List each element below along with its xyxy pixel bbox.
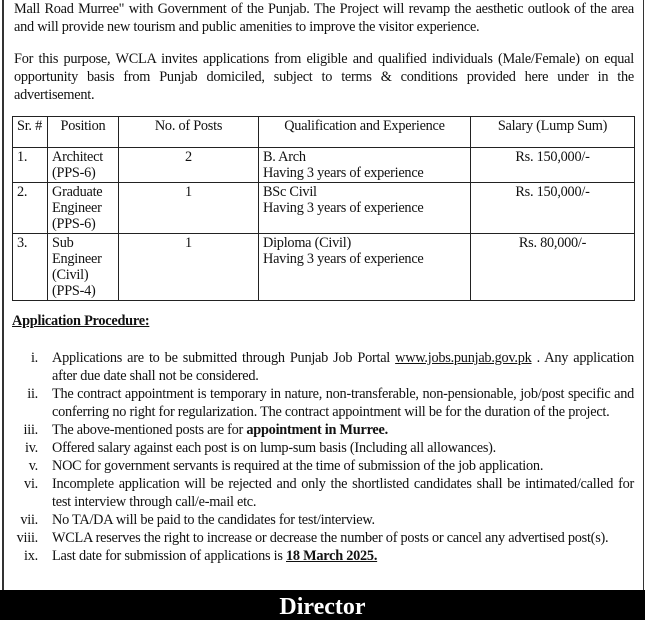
item-text: No TA/DA will be paid to the candidates for test/interview. <box>52 512 375 528</box>
cell-posts: 1 <box>119 183 259 234</box>
item-text: WCLA reserves the right to increase or decrease the number of posts or cancel any advertised post(s). <box>52 530 609 546</box>
item-emphasis: appointment in Murree. <box>246 422 388 438</box>
list-item <box>0 439 634 457</box>
application-procedure-heading: Application Procedure: <box>12 313 150 329</box>
intro-paragraph: Mall Road Murree" with Government of the Punjab. The Project will revamp the aesthetic outlook of the area and will provide new tourism and public amenities to improve the visitor experience. <box>14 1 634 35</box>
last-date: 18 March 2025. <box>286 548 378 564</box>
cell-sr: 3. <box>13 234 48 301</box>
item-number: i. <box>30 350 38 366</box>
header-qualification: Qualification and Experience <box>259 117 471 148</box>
procedure-list <box>0 349 634 565</box>
cell-sr: 1. <box>13 148 48 183</box>
list-item <box>0 421 634 439</box>
item-text: Incomplete application will be rejected and only the shortlisted candidates shall be intimated/called for test interview through call/e-mail etc. <box>52 476 634 510</box>
experience: Having 3 years of experience <box>263 200 424 216</box>
cell-qualification <box>259 148 471 183</box>
list-item <box>0 349 634 385</box>
cell-qualification <box>259 183 471 234</box>
item-text: The contract appointment is temporary in nature, non-transferable, non-pensionable, job/post specific and conferring no right for regularization. The contract appointment will be for the duration of the project. <box>52 386 634 420</box>
cell-posts: 1 <box>119 234 259 301</box>
item-text: The above-mentioned posts are for <box>52 422 247 438</box>
item-number: ii. <box>27 386 38 402</box>
cell-position: Sub Engineer (Civil) (PPS-4) <box>48 234 119 301</box>
experience: Having 3 years of experience <box>263 251 424 267</box>
list-item <box>0 385 634 421</box>
item-number: vii. <box>20 512 38 528</box>
header-position: Position <box>48 117 119 148</box>
cell-salary: Rs. 80,000/- <box>471 234 635 301</box>
item-text: Last date for submission of applications is <box>52 548 286 564</box>
jobs-portal-link[interactable]: www.jobs.punjab.gov.pk <box>395 350 532 366</box>
item-number: viii. <box>16 530 38 546</box>
qualification: Diploma (Civil) <box>263 235 351 251</box>
list-item <box>0 457 634 475</box>
cell-posts: 2 <box>119 148 259 183</box>
signature-band <box>0 590 645 620</box>
list-item <box>0 529 634 547</box>
item-number: iii. <box>23 422 38 438</box>
qualification: BSc Civil <box>263 184 317 200</box>
experience: Having 3 years of experience <box>263 165 424 181</box>
cell-salary: Rs. 150,000/- <box>471 148 635 183</box>
table-row <box>13 148 635 183</box>
cell-salary: Rs. 150,000/- <box>471 183 635 234</box>
item-number: iv. <box>24 440 38 456</box>
item-number: ix. <box>24 548 38 564</box>
item-number: v. <box>28 458 38 474</box>
signature-title: Director <box>279 594 366 620</box>
header-posts: No. of Posts <box>119 117 259 148</box>
item-text: . Any application after due date shall not be considered. <box>52 350 635 384</box>
table-header-row <box>13 117 635 148</box>
eligibility-paragraph: For this purpose, WCLA invites applications from eligible and qualified individuals (Male/Female) on equal opportunity basis from Punjab domiciled, subject to terms & conditions provided here under in the advertisement. <box>14 51 634 103</box>
qualification: B. Arch <box>263 149 306 165</box>
header-salary: Salary (Lump Sum) <box>471 117 635 148</box>
table-row <box>13 183 635 234</box>
positions-table <box>12 116 635 301</box>
item-number: vi. <box>24 476 38 492</box>
list-item <box>0 475 634 511</box>
list-item <box>0 511 634 529</box>
list-item <box>0 547 634 565</box>
table-row <box>13 234 635 301</box>
cell-sr: 2. <box>13 183 48 234</box>
item-text: Offered salary against each post is on lump-sum basis (Including all allowances). <box>52 440 497 456</box>
frame-border-right <box>643 0 645 590</box>
cell-position: Architect (PPS-6) <box>48 148 119 183</box>
item-text: NOC for government servants is required at the time of submission of the job application. <box>52 458 544 474</box>
cell-qualification <box>259 234 471 301</box>
header-sr: Sr. # <box>13 117 48 148</box>
item-text: Applications are to be submitted through Punjab Job Portal <box>52 350 396 366</box>
cell-position: Graduate Engineer (PPS-6) <box>48 183 119 234</box>
